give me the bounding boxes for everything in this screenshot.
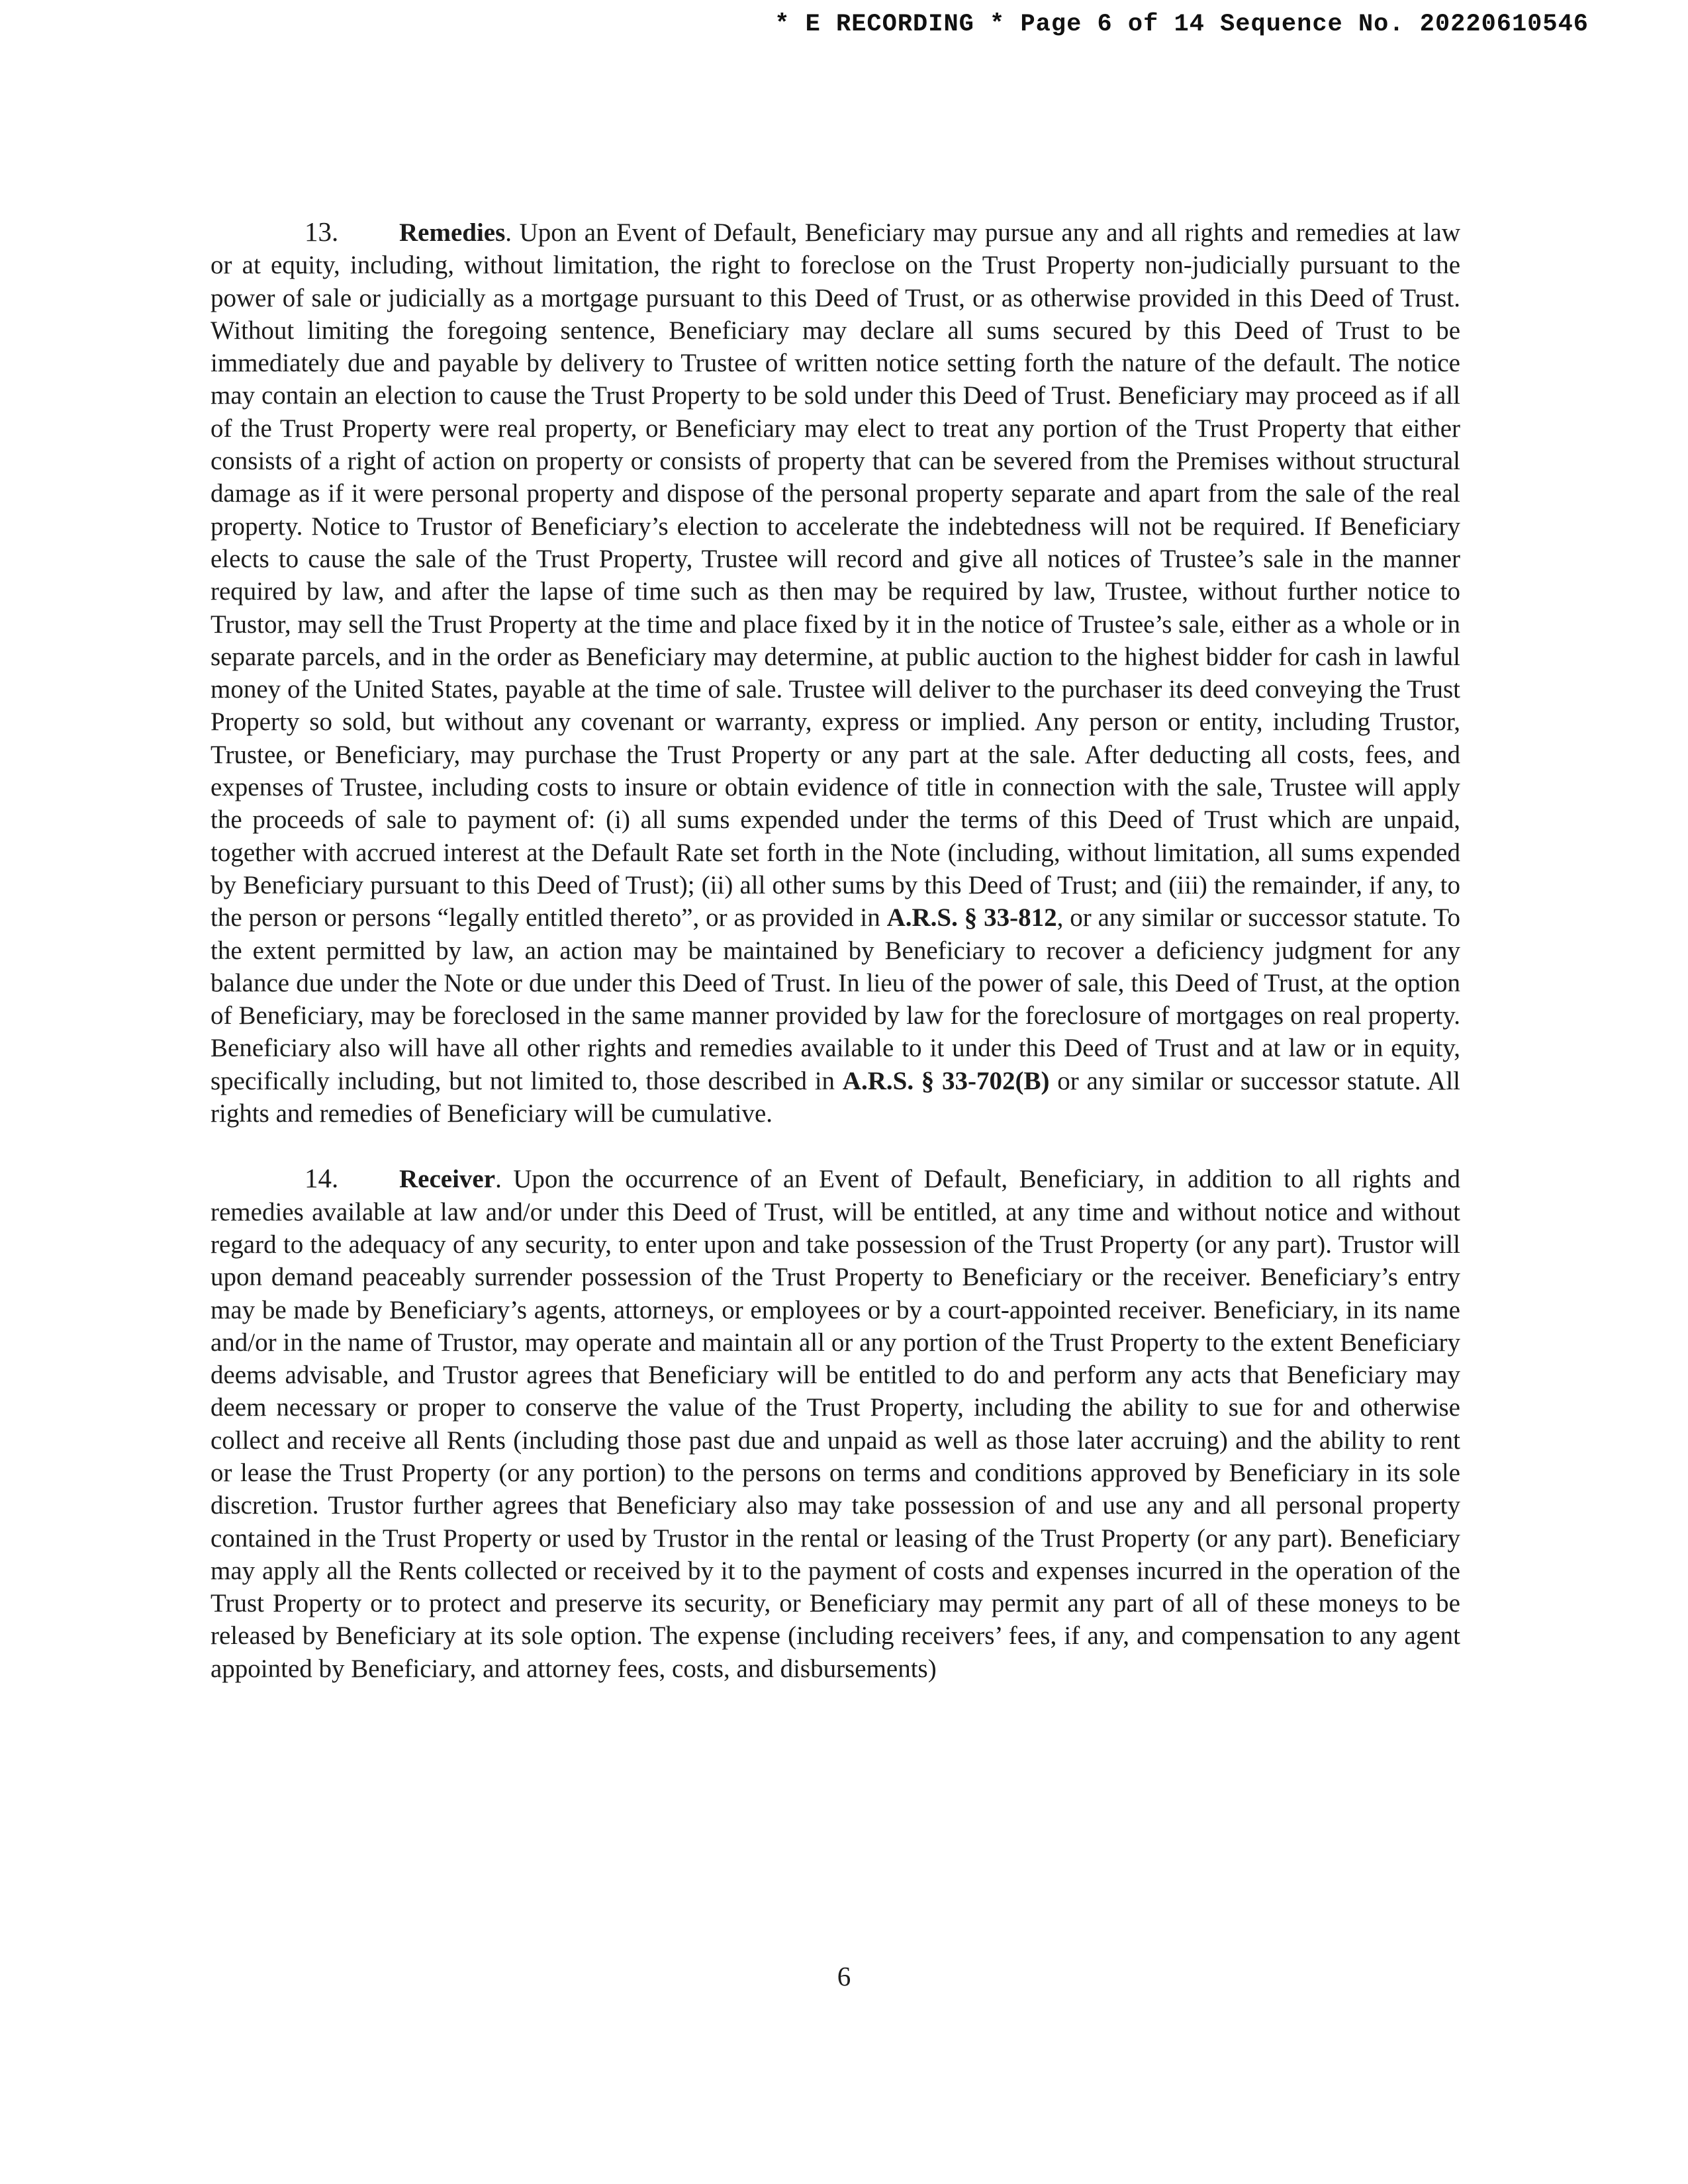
section-receiver [211, 1162, 1460, 1685]
section-text: . Upon an Event of Default, Beneficiary may pursue any and all rights and remedies at law or at equity, including, without limitation, the right to foreclose on the Trust Property non-judicially pursuant to the power of sale or judicially as a mortgage pursuant to this Deed of Trust, or as otherwise provided in this Deed of Trust. Without limiting the foregoing sentence, Beneficiary may declare all sums secured by this Deed of Trust to be immediately due and payable by delivery to Trustee of written notice setting forth the nature of the default. The notice may contain an election to cause the Trust Property to be sold under this Deed of Trust. Beneficiary may proceed as if all of the Trust Property were real property, or Beneficiary may elect to treat any portion of the Trust Property that either consists of a right of action on property or consists of property that can be severed from the Premises without structural damage as if it were personal property and dispose of the personal property separate and apart from the sale of the real property. Notice to Trustor of Beneficiary’s election to accelerate the indebtedness will not be required. If Beneficiary elects to cause the sale of the Trust Property, Trustee will record and give all notices of Trustee’s sale in the manner required by law, and after the lapse of time such as then may be required by law, Trustee, without further notice to Trustor, may sell the Trust Property at the time and place fixed by it in the notice of Trustee’s sale, either as a whole or in separate parcels, and in the order as Beneficiary may determine, at public auction to the highest bidder for cash in lawful money of the United States, payable at the time of sale. Trustee will deliver to the purchaser its deed conveying the Trust Property so sold, but without any covenant or warranty, express or implied. Any person or entity, including Trustor, Trustee, or Beneficiary, may purchase the Trust Property or any part at the sale. After deducting all costs, fees, and expenses of Trustee, including costs to insure or obtain evidence of title in connection with the sale, Trustee will apply the proceeds of sale to payment of: (i) all sums expended under the terms of this Deed of Trust which are unpaid, together with accrued interest at the Default Rate set forth in the Note (including, without limitation, all sums expended by Beneficiary pursuant to this Deed of Trust); (ii) all other sums by this Deed of Trust; and (iii) the remainder, if any, to the person or persons “legally entitled thereto”, or as provided in [211, 218, 1460, 933]
section-remedies [211, 216, 1460, 1130]
section-text: or any similar or successor statute. All rights and remedies of Beneficiary will be cumulative. [211, 1066, 1460, 1128]
section-text: . Upon the occurrence of an Event of Default, Beneficiary, in addition to all rights and remedies available at law and/or under this Deed of Trust, will be entitled, at any time and without notice and without regard to the adequacy of any security, to enter upon and take possession of the Trust Property (or any part). Trustor will upon demand peaceably surrender possession of the Trust Property to Beneficiary or the receiver. Beneficiary’s entry may be made by Beneficiary’s agents, attorneys, or employees or by a court-appointed receiver. Beneficiary, in its name and/or in the name of Trustor, may operate and maintain all or any portion of the Trust Property to the extent Beneficiary deems advisable, and Trustor agrees that Beneficiary will be entitled to do and perform any acts that Beneficiary may deem necessary or proper to conserve the value of the Trust Property, including the ability to sue for and otherwise collect and receive all Rents (including those past due and unpaid as well as those later accruing) and the ability to rent or lease the Trust Property (or any portion) to the persons on terms and conditions approved by Beneficiary in its sole discretion. Trustor further agrees that Beneficiary also may take possession of and use any and all personal property contained in the Trust Property or used by Trustor in the rental or leasing of the Trust Property (or any part). Beneficiary may apply all the Rents collected or received by it to the payment of costs and expenses incurred in the operation of the Trust Property or to protect and preserve its security, or Beneficiary may permit any part of all of these moneys to be released by Beneficiary at its sole option. The expense (including receivers’ fees, if any, and compensation to any agent appointed by Beneficiary, and attorney fees, costs, and disbursements) [211, 1165, 1460, 1683]
recording-stamp: * E RECORDING * Page 6 of 14 Sequence No. 20220610546 [774, 11, 1589, 38]
statute-reference: A.R.S. § 33-702(B) [842, 1066, 1050, 1095]
page-number: 6 [837, 1961, 851, 1991]
document-body [211, 216, 1460, 1685]
statute-reference: A.R.S. § 33-812 [886, 903, 1057, 933]
section-number: 14. [305, 1163, 339, 1194]
section-title: Remedies [399, 218, 506, 247]
section-title: Receiver [399, 1165, 496, 1194]
section-number: 13. [305, 216, 339, 247]
section-text: , or any similar or successor statute. To the extent permitted by law, an action may be maintained by Beneficiary to recover a deficiency judgment for any balance due under the Note or due under this Deed of Trust. In lieu of the power of sale, this Deed of Trust, at the option of Beneficiary, may be foreclosed in the same manner provided by law for the foreclosure of mortgages on real property. Beneficiary also will have all other rights and remedies available to it under this Deed of Trust and at law or in equity, specifically including, but not limited to, those described in [211, 903, 1460, 1095]
